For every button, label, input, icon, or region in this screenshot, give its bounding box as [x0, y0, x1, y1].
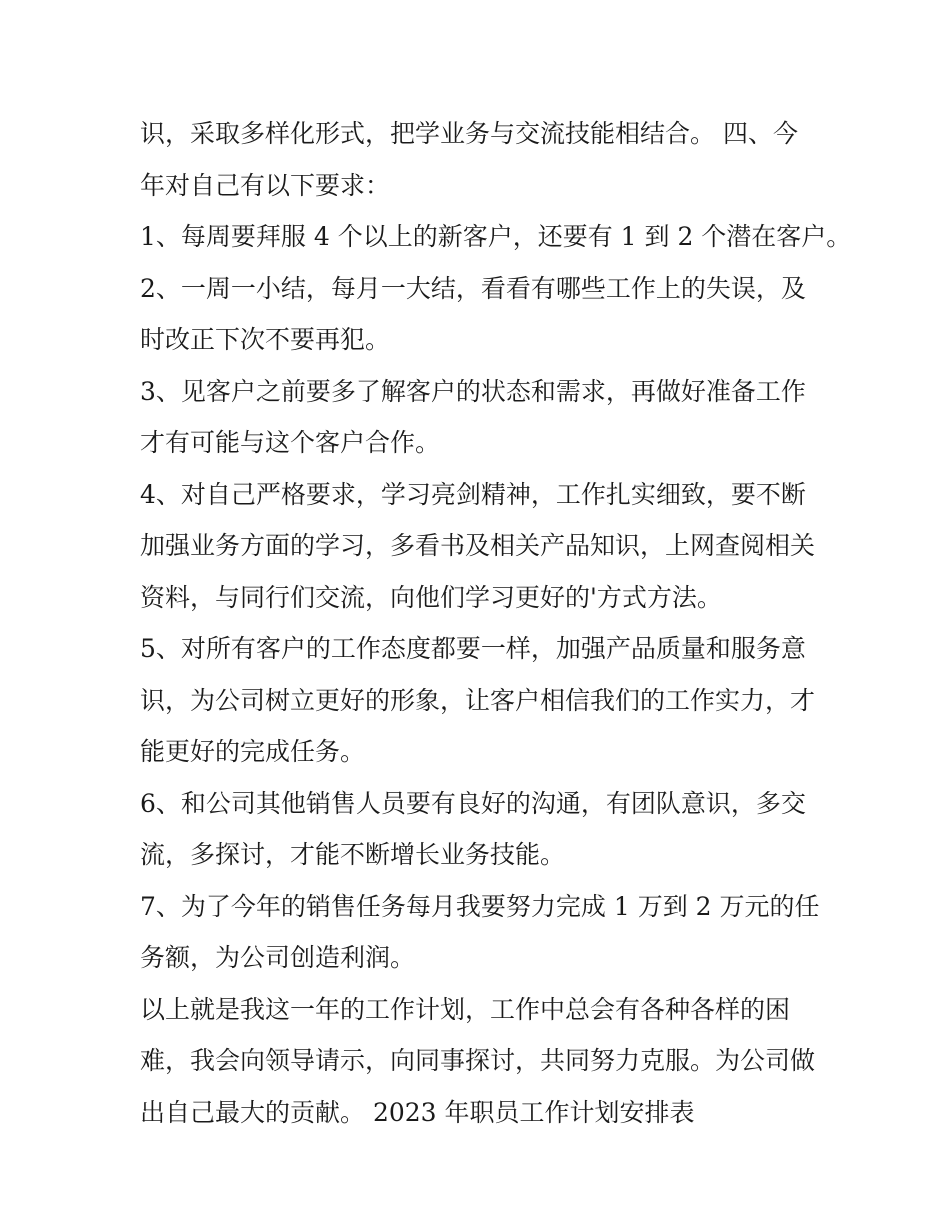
- text-line: 7、为了今年的销售任务每月我要努力完成 1 万到 2 万元的任: [140, 891, 820, 921]
- text-line: 能更好的完成任务。: [140, 737, 366, 766]
- text-line: 6、和公司其他销售人员要有良好的沟通，有团队意识，多交: [140, 788, 806, 818]
- text-line: 1、每周要拜服 4 个以上的新客户，还要有 1 到 2 个潜在客户。: [140, 222, 852, 251]
- document-body: [140, 108, 852, 1138]
- text-line: 加强业务方面的学习，多看书及相关产品知识，上网查阅相关: [140, 531, 816, 560]
- text-line: 3、见客户之前要多了解客户的状态和需求，再做好准备工作: [140, 376, 806, 406]
- text-line: 才有可能与这个客户合作。: [140, 428, 441, 457]
- text-line: 识，为公司树立更好的形象，让客户相信我们的工作实力，才: [140, 685, 816, 715]
- text-line: 以上就是我这一年的工作计划，工作中总会有各种各样的困: [140, 994, 791, 1024]
- text-line: 资料，与同行们交流，向他们学习更好的'方式方法。: [140, 582, 722, 612]
- text-line: 出自己最大的贡献。 2023 年职员工作计划安排表: [140, 1097, 695, 1127]
- text-line: 务额，为公司创造利润。: [140, 943, 416, 972]
- text-line: 年对自己有以下要求：: [140, 170, 391, 200]
- text-line: 识，采取多样化形式，把学业务与交流技能相结合。 四、今: [140, 119, 798, 148]
- text-line: 5、对所有客户的工作态度都要一样，加强产品质量和服务意: [140, 634, 806, 663]
- text-line: 难，我会向领导请示，向同事探讨，共同努力克服。为公司做: [140, 1046, 816, 1075]
- text-line: 4、对自己严格要求，学习亮剑精神，工作扎实细致，要不断: [140, 479, 806, 509]
- text-line: 2、一周一小结，每月一大结，看看有哪些工作上的失误，及: [140, 273, 806, 303]
- text-line: 时改正下次不要再犯。: [140, 325, 391, 354]
- text-line: 流，多探讨，才能不断增长业务技能。: [140, 840, 566, 869]
